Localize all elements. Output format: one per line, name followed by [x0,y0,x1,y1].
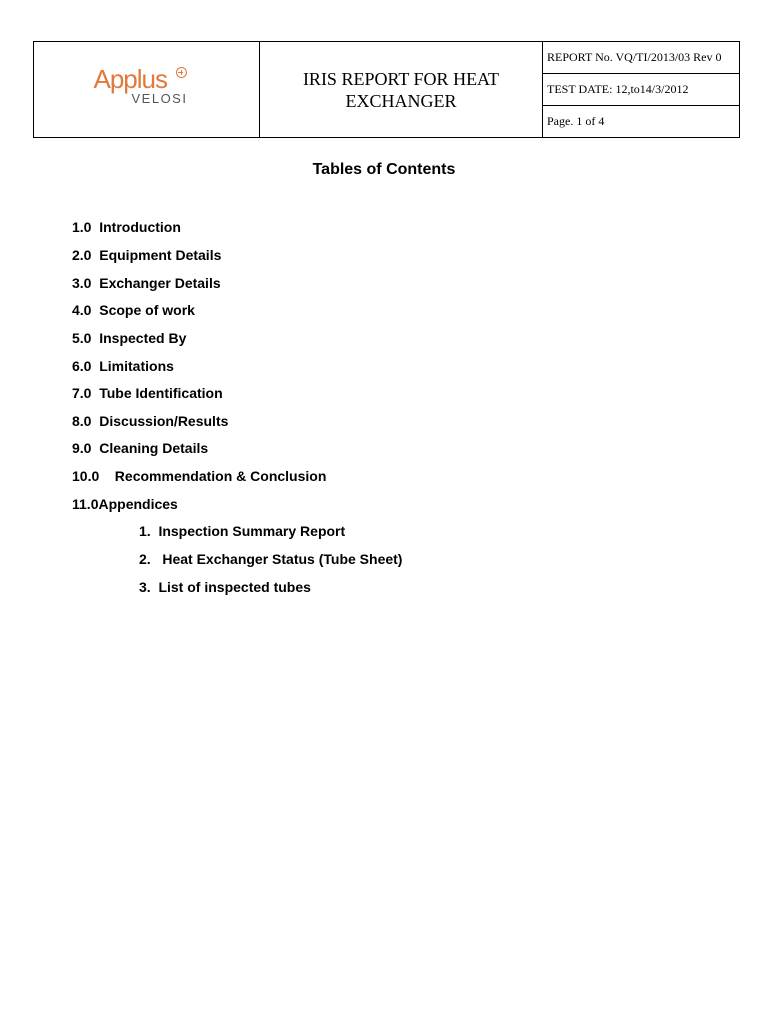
toc-item-introduction: 1.0 Introduction [72,219,181,235]
toc-item-appendices: 11.0Appendices [72,496,178,512]
logo-cell [34,42,260,138]
appendix-item-inspection-summary: 1. Inspection Summary Report [139,523,346,539]
toc-item-scope-of-work: 4.0 Scope of work [72,302,195,318]
toc-item-inspected-by: 5.0 Inspected By [72,330,187,346]
report-title: IRIS REPORT FOR HEAT EXCHANGER [260,42,543,138]
toc-item-recommendation-conclusion: 10.0 Recommendation & Conclusion [72,468,327,484]
toc-item-limitations: 6.0 Limitations [72,358,174,374]
logo-plus-icon [176,67,187,78]
applus-velosi-logo [92,65,202,109]
toc-item-equipment-details: 2.0 Equipment Details [72,247,222,263]
report-header [33,41,740,138]
appendix-item-inspected-tubes: 3. List of inspected tubes [139,579,311,595]
logo-sub-text: VELOSI [131,91,188,106]
test-date: TEST DATE: 12,to14/3/2012 [543,74,740,106]
toc-item-cleaning-details: 9.0 Cleaning Details [72,440,209,456]
logo-main-text: Applus [93,64,167,94]
page-number: Page. 1 of 4 [543,106,740,138]
appendix-item-heat-exchanger-status: 2. Heat Exchanger Status (Tube Sheet) [139,551,403,567]
toc-item-exchanger-details: 3.0 Exchanger Details [72,275,221,291]
toc-heading: Tables of Contents [312,161,456,178]
report-number: REPORT No. VQ/TI/2013/03 Rev 0 [543,42,740,74]
toc-item-discussion-results: 8.0 Discussion/Results [72,413,229,429]
toc-item-tube-identification: 7.0 Tube Identification [72,385,223,401]
